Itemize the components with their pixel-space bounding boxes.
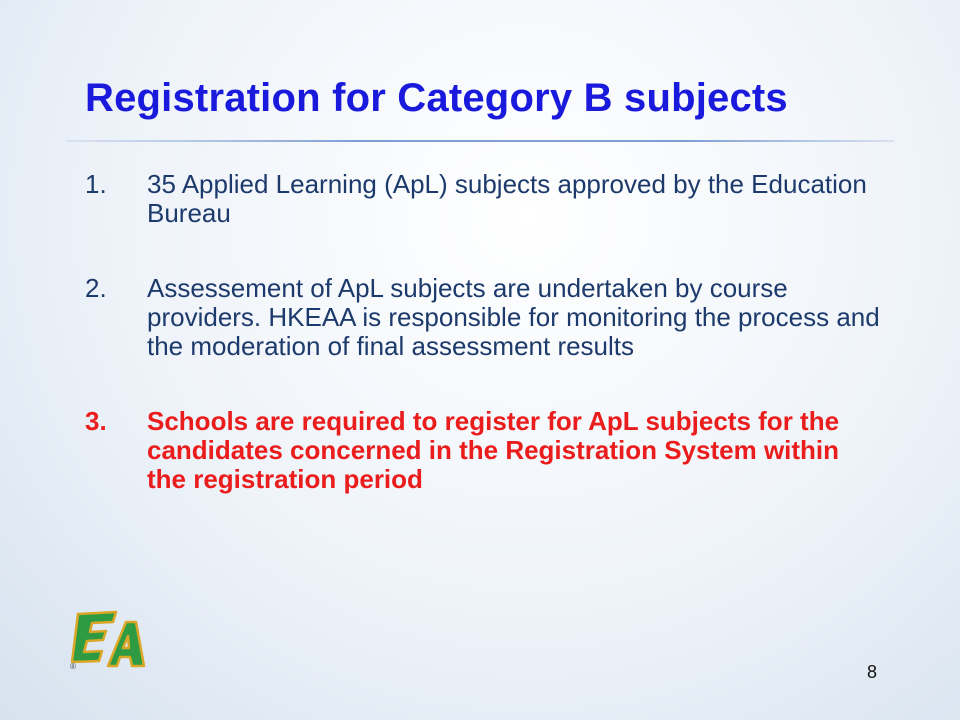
svg-text:®: ® <box>70 662 76 670</box>
list-item-number: 1. <box>85 169 107 199</box>
hkeaa-ea-logo-icon <box>68 608 146 670</box>
list-item-text: 35 Applied Learning (ApL) subjects approved by the Education Bureau <box>147 169 867 228</box>
list-item <box>85 170 885 228</box>
list-item-number: 2. <box>85 273 107 303</box>
list-item-text: Schools are required to register for ApL subjects for the candidates concerned in the Registration System within the registration period <box>147 406 840 494</box>
list-item-highlighted <box>85 407 885 494</box>
list-item-number: 3. <box>85 406 107 436</box>
list-item <box>85 274 885 361</box>
title-divider <box>66 140 894 142</box>
slide-title: Registration for Category B subjects <box>85 76 788 120</box>
list-item-text: Assessement of ApL subjects are undertaken by course providers. HKEAA is responsible for monitoring the process and the moderation of final assessment results <box>147 273 880 361</box>
numbered-list <box>85 170 885 494</box>
page-number: 8 <box>866 662 877 682</box>
